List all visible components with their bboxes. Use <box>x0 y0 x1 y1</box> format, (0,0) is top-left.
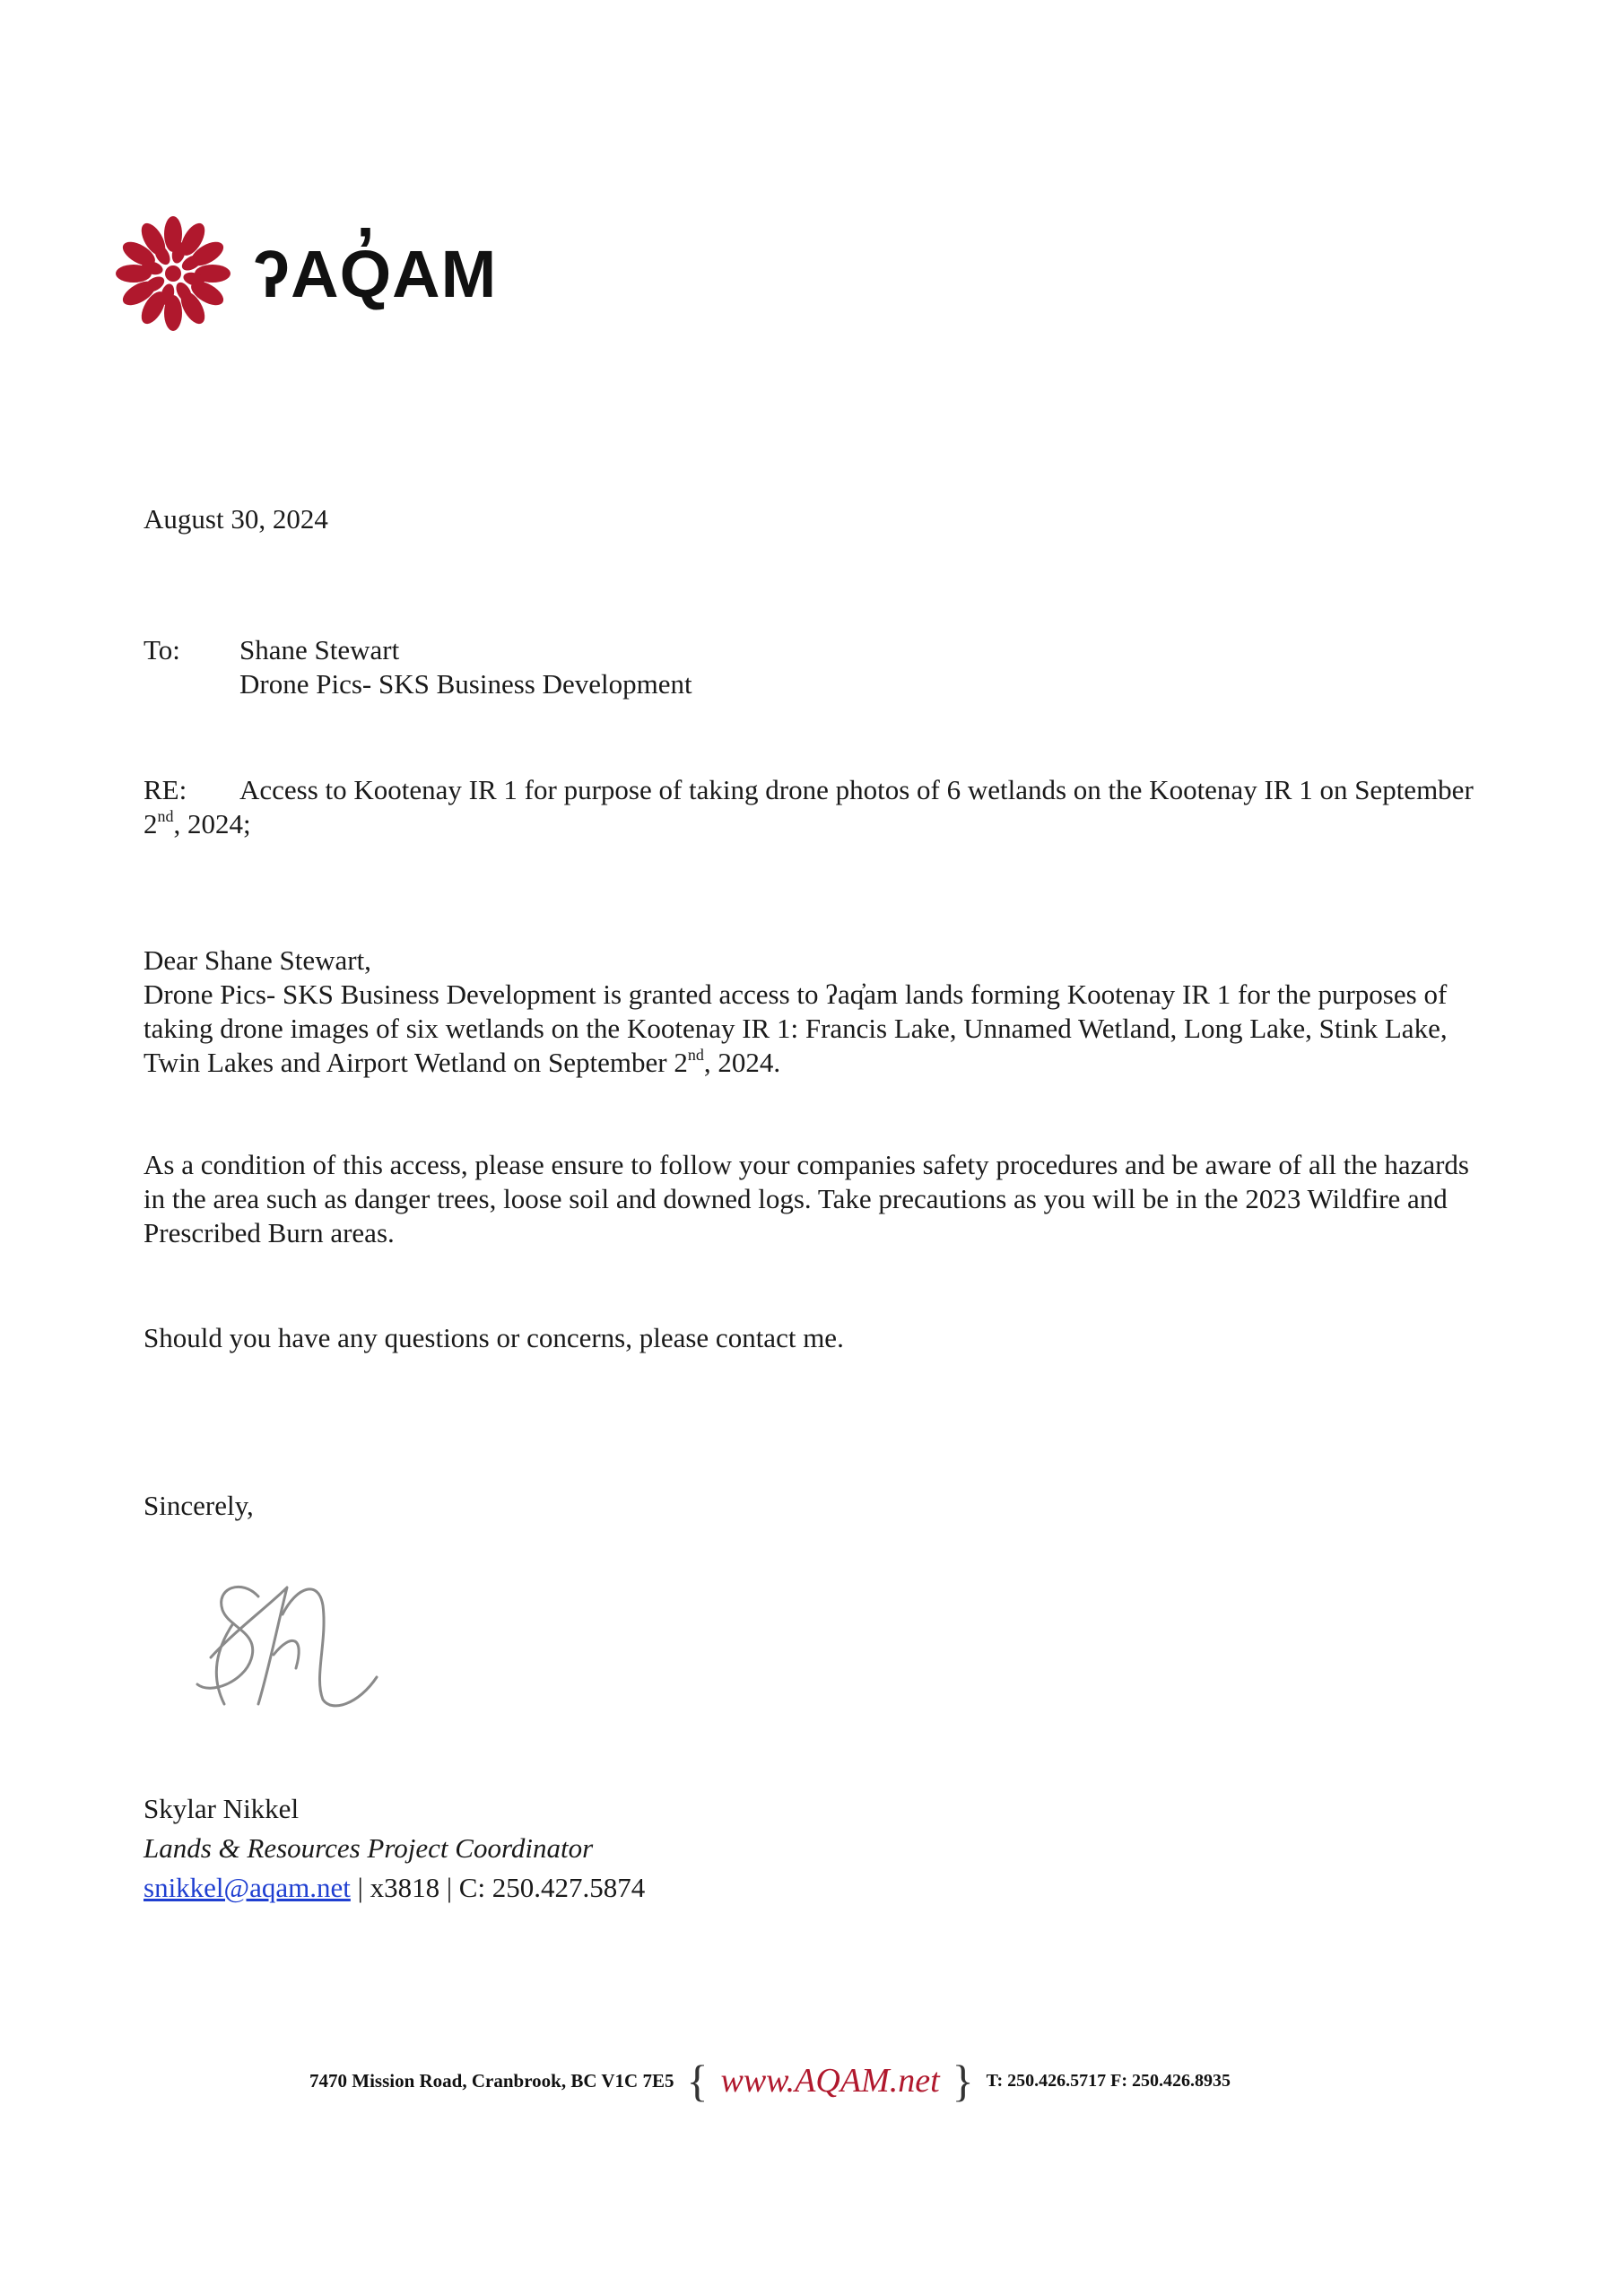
to-label: To: <box>144 634 180 665</box>
signer-title: Lands & Resources Project Coordinator <box>144 1832 594 1864</box>
closing: Sincerely, <box>144 1490 254 1521</box>
body-paragraph-3: Should you have any questions or concerns, please contact me. <box>144 1322 844 1353</box>
handwritten-signature <box>188 1570 404 1726</box>
letter-date: August 30, 2024 <box>144 503 328 535</box>
footer-address: 7470 Mission Road, Cranbrook, BC V1C 7E5 <box>309 2069 674 2092</box>
footer-brace-open: { <box>686 2056 709 2106</box>
footer-phones: T: 250.426.5717 F: 250.426.8935 <box>986 2070 1231 2091</box>
subject-text-end: , 2024; <box>173 808 251 839</box>
recipient-organization: Drone Pics- SKS Business Development <box>239 668 692 700</box>
access-grant-text <box>144 978 1489 1080</box>
footer-brace-close: } <box>952 2056 974 2106</box>
letterhead-logo <box>113 213 497 334</box>
salutation: Dear Shane Stewart, <box>144 944 371 976</box>
signer-name: Skylar Nikkel <box>144 1793 300 1824</box>
footer-website: www.AQAM.net <box>720 2062 940 2100</box>
letterhead-footer <box>309 2056 1314 2106</box>
body-paragraph-2: As a condition of this access, please ensure to follow your companies safety procedures and be aware of all the hazards in the area such as danger trees, loose soil and downed logs. Take precautions as you will be in the 2023 Wildfire and Prescribed Burn areas. <box>144 1149 1469 1248</box>
access-grant-text-main: Drone Pics- SKS Business Development is granted access to ʔaq̓am lands forming Kootenay IR 1 for the purposes of taking drone images of six wetlands on the Kootenay IR 1: Francis Lake, Unnamed Wetland, Long Lake, Stink Lake, Twin Lakes and Airport Wetland on September 2 <box>144 978 1448 1078</box>
subject-ordinal: nd <box>157 806 174 825</box>
body-paragraph-1 <box>144 944 1489 1080</box>
recipient-name: Shane Stewart <box>239 634 400 665</box>
logo-wordmark: ʔAQ̓AM <box>253 236 498 311</box>
re-label: RE: <box>144 774 187 805</box>
access-grant-text-end: , 2024. <box>703 1047 781 1078</box>
subject-text: Access to Kootenay IR 1 for purpose of taking drone photos of 6 wetlands on the Kootenay IR 1 on September 2 <box>144 774 1474 839</box>
subject-line <box>144 773 1489 841</box>
contact-details: | x3818 | C: 250.427.5874 <box>350 1872 646 1903</box>
signer-contact <box>144 1871 645 1905</box>
email-link[interactable]: snikkel@aqam.net <box>144 1872 351 1903</box>
red-flower-icon <box>113 213 233 334</box>
access-grant-ordinal: nd <box>687 1045 704 1064</box>
